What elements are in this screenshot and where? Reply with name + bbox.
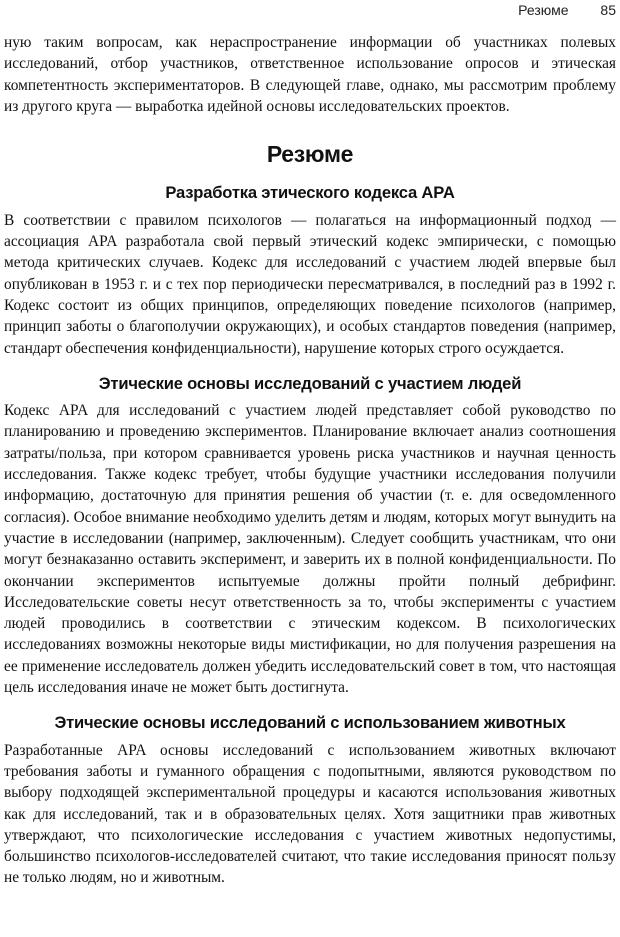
section-text-animal-research: Разработанные APA основы исследований с использованием животных включают требования заботы и гуманного обращения с подопытными, являются руководством по выбору подходящей экспериментальной процедуры и касаются использования животных как для исследований, так и в образовательных целях. Хотя защитники прав животных утверждают, что психологические исследования с участием животных недопустимы, большинство психологов-исследователей считают, что такие исследования приносят пользу не только людям, но и животным. (4, 741, 616, 887)
page-number: 85 (600, 2, 616, 18)
running-header (518, 2, 616, 18)
section-heading-apa-code: Разработка этического кодекса APA (165, 183, 455, 203)
section-text-apa-code: В соответствии с правилом психологов — полагаться на информационный подход — ассоциация APA разработала свой первый этический кодекс эмпирически, с помощью метода критических случаев. Кодекс для исследований с участием людей впервые был опубликован в 1953 г. и с тех пор периодически пересматривался, в последний раз в 1992 г. Кодекс состоит из общих принципов, определяющих поведение психологов (например, принцип заботы о благополучии окружающих), и особых стандартов поведения (например, стандарт обеспечения конфиденциальности), нарушение которых строго осуждается. (4, 211, 616, 357)
summary-title: Резюме (266, 141, 354, 168)
section-text-human-research: Кодекс APA для исследований с участием людей представляет собой руководство по планированию и проведению экспериментов. Планирование включает анализ соотношения затраты/польза, при котором сравнивается уровень риска участников и научная ценность исследования. Также кодекс требует, чтобы будущие участники исследования получили информацию, достаточную для принятия решения об участии (т. е. для осведомленного согласия). Особое внимание необходимо уделить детям и людям, которых могут вынудить на участие в исследовании (например, заключенным). Следует сообщить участникам, что они могут безнаказанно оставить эксперимент, и заверить их в полной конфиденциальности. По окончании экспериментов испытуемые должны пройти полный дебрифинг. Исследовательские советы несут ответственность за то, чтобы эксперименты с участием людей проводились в соответствии с этическим кодексом. В психологических исследованиях возможны некоторые виды мистификации, но для получения разрешения на ее применение исследователь должен убедить исследовательский совет в том, что настоящая цель исследования иначе не может быть достигнута. (4, 402, 616, 697)
section-heading-animal-research: Этические основы исследований с использованием животных (54, 713, 566, 733)
page-body (4, 32, 616, 889)
running-header-section: Резюме (518, 2, 569, 18)
section-heading-human-research: Этические основы исследований с участием людей (98, 373, 522, 393)
intro-paragraph: ную таким вопросам, как нераспространение информации об участниках полевых исследований, отбор участников, ответственное использование опросов и этическая компетентность экспериментаторов. В следующей главе, однако, мы рассмотрим проблему из другого круга — выработка идейной основы исследовательских проектов. (4, 34, 616, 115)
